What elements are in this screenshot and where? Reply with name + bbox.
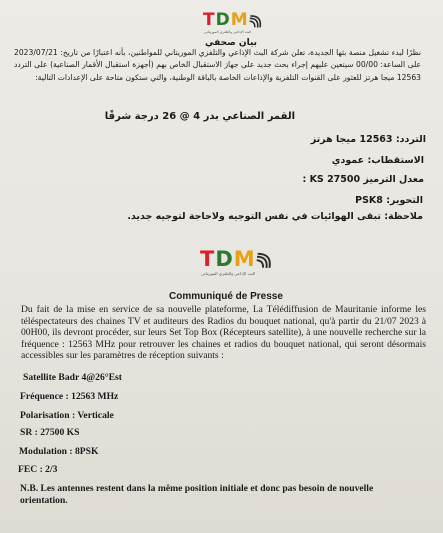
french-title: Communiqué de Presse xyxy=(169,291,283,302)
tdm-logo-middle xyxy=(200,249,273,270)
logo-letter-m: M xyxy=(230,10,248,30)
logo-letter-d: D xyxy=(215,247,233,271)
arabic-satellite: القمر الصناعي بدر 4 @ 26 درجة شرقًا xyxy=(104,111,295,122)
logo-tagline-top: البث الإذاعي والتلفزي الموريتاني xyxy=(204,30,252,34)
arabic-note: ملاحظة: تبقى الهوائيات في نفس التوجيه ولاحاجة لتوجيه جديد. xyxy=(127,211,423,222)
french-sr: SR : 27500 KS xyxy=(20,427,80,438)
arabic-modulation: التحوير: PSK8 xyxy=(355,195,423,206)
logo-letter-t: T xyxy=(200,247,215,271)
arabic-heading: بيان صحفي xyxy=(205,38,258,48)
french-body-paragraph: Du fait de la mise en service de sa nouvelle plateforme, La Télédiffusion de Mauritanie informe les téléspectateurs des chaines TV et auditeurs des Radios du bouquet national, qu'à partir du 21/07 2023 à 00H00, ils devront procéder, sur leurs Set Top Box (Récepteurs satellite), à une nouvelle recherche sur la fréquence : 12563 MHz pour retrouver les chaines et radios du bouquet national, qui seront désormais accessibles sur les paramètres de réception suivants : xyxy=(21,304,426,362)
broadcast-waves-icon xyxy=(249,13,263,29)
arabic-body-paragraph: نظرًا لبدء تشغيل منصة بثها الجديدة، تعلن شركة البث الإذاعي والتلفزي الموريتاني للمواطنين، بأنه اعتبارًا من تاريخ: 2023/07/21 على الساعة: 00/00 سيتعين عليهم إجراء بحث جديد على جهاز الاستقبال الخاص بهم (أجهزة استقبال الأقمار الصناعية) على التردد 12563 ميجا هرتز للعثور على القنوات التلفزية والإذاعات الخاصة بالباقة الوطنية، والتي ستكون متاحة على الإعدادات التالية: xyxy=(14,48,421,82)
french-satellite: Satellite Badr 4@26°Est xyxy=(23,372,122,383)
french-modulation: Modulation : 8PSK xyxy=(19,446,99,457)
french-polarization: Polarisation : Verticale xyxy=(20,410,114,421)
french-note: N.B. Les antennes restent dans la même position initiale et donc pas besoin de nouvelle orientation. xyxy=(20,483,374,506)
arabic-polarization: الاستقطاب: عمودي xyxy=(331,155,424,166)
tdm-logo-top xyxy=(203,12,263,29)
logo-letter-t: T xyxy=(203,10,215,30)
logo-letter-d: D xyxy=(215,10,230,30)
arabic-symbol-rate: معدل الترميز KS 27500 : xyxy=(302,174,424,185)
french-fec: FEC : 2/3 xyxy=(18,464,58,475)
logo-tagline-middle: البث الإذاعي والتلفزي الموريتاني xyxy=(201,271,256,276)
french-frequency: Fréquence : 12563 MHz xyxy=(20,391,119,402)
arabic-frequency: التردد: 12563 ميجا هرتز xyxy=(310,134,426,145)
broadcast-waves-icon xyxy=(256,250,273,270)
logo-letter-m: M xyxy=(233,247,255,271)
